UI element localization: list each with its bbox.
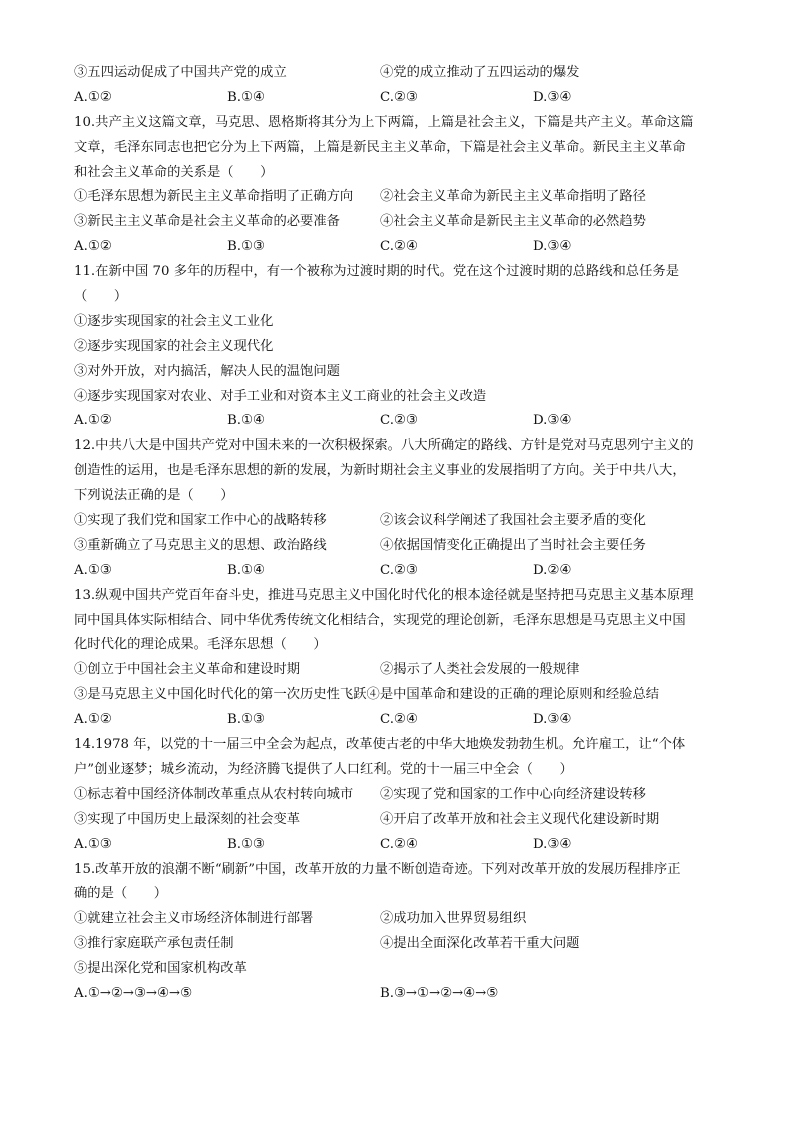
option-c: C.②③ bbox=[380, 562, 418, 578]
option-c: C.②④ bbox=[380, 836, 418, 852]
question-stem-line: 11.在新中国 70 多年的历程中，有一个被称为过渡时期的时代。党在这个过渡时期的总路线和总任务是 bbox=[74, 264, 679, 280]
option-b: B.①④ bbox=[227, 89, 265, 105]
statement-row bbox=[74, 61, 724, 86]
statement-4: ④依据国情变化正确提出了当时社会主要任务 bbox=[380, 537, 646, 553]
option-c: C.②④ bbox=[380, 712, 418, 728]
statement-2: ②该会议科学阐述了我国社会主要矛盾的变化 bbox=[380, 513, 646, 529]
statement-3: ③新民主主义革命是社会主义革命的必要准备 bbox=[74, 214, 340, 230]
answer-options bbox=[74, 559, 724, 584]
option-a: A.①③ bbox=[74, 836, 112, 852]
question-stem-line: 户”创业逐梦；城乡流动，为经济腾飞提供了人口红利。党的十一届三中全会（ ） bbox=[74, 761, 573, 777]
option-d: D.③④ bbox=[533, 413, 572, 429]
option-c: C.②③ bbox=[380, 89, 418, 105]
option-a: A.①② bbox=[74, 413, 112, 429]
answer-options bbox=[74, 409, 724, 434]
statement-3: ③五四运动促成了中国共产党的成立 bbox=[74, 65, 287, 80]
question-stem-line: 同中国具体实际相结合、同中华优秀传统文化相结合，实现党的理论创新，毛泽东思想是马克思主义中国 bbox=[74, 612, 686, 628]
statement-1: ①逐步实现国家的社会主义工业化 bbox=[74, 313, 274, 329]
option-a: A.①→②→③→④→⑤ bbox=[74, 985, 192, 1001]
statement-3: ③推行家庭联产承包责任制 bbox=[74, 936, 234, 952]
question-stem-line: 和社会主义革命的关系是（ ） bbox=[74, 164, 274, 180]
statement-4: ④开启了改革开放和社会主义现代化建设新时期 bbox=[380, 811, 660, 827]
option-a: A.①② bbox=[74, 239, 112, 255]
answer-options bbox=[74, 235, 724, 260]
question-12 bbox=[74, 434, 724, 583]
statement-row bbox=[74, 808, 724, 833]
statement-2: ②成功加入世界贸易组织 bbox=[380, 911, 527, 927]
option-b: B.①④ bbox=[227, 413, 265, 429]
question-stem-line: 创造性的运用，也是毛泽东思想的新的发展，为新时期社会主义事业的发展指明了方向。关于中共八大， bbox=[74, 463, 686, 479]
answer-options bbox=[74, 833, 724, 858]
question-15 bbox=[74, 858, 724, 1007]
option-a: A.①② bbox=[74, 712, 112, 728]
question-stem-line: 13.纵观中国共产党百年奋斗史，推进马克思主义中国化时代化的根本途径就是坚持把马克思主义基本原理 bbox=[74, 587, 694, 603]
statement-1: ①就建立社会主义市场经济体制进行部署 bbox=[74, 911, 314, 927]
statement-1: ①标志着中国经济体制改革重点从农村转向城市 bbox=[74, 786, 354, 802]
statement-5: ⑤提出深化党和国家机构改革 bbox=[74, 961, 247, 977]
question-stem-line: （ ） bbox=[74, 289, 128, 305]
statement-2: ②逐步实现国家的社会主义现代化 bbox=[74, 338, 274, 354]
statement-4: ④提出全面深化改革若干重大问题 bbox=[380, 936, 580, 952]
statement-row bbox=[74, 783, 724, 808]
statement-4: ④逐步实现国家对农业、对手工业和对资本主义工商业的社会主义改造 bbox=[74, 388, 487, 404]
option-d: D.③④ bbox=[533, 89, 572, 105]
statement-row bbox=[74, 210, 724, 235]
option-d: D.③④ bbox=[533, 239, 572, 255]
option-d: D.③④ bbox=[533, 712, 572, 728]
statement-row bbox=[74, 658, 724, 683]
option-b: B.①③ bbox=[227, 712, 265, 728]
question-9 bbox=[74, 61, 724, 111]
option-d: D.③④ bbox=[533, 836, 572, 852]
option-b: B.③→①→②→④→⑤ bbox=[380, 985, 499, 1001]
statement-2: ②社会主义革命为新民主主义革命指明了路径 bbox=[380, 189, 646, 205]
statement-3: ③实现了中国历史上最深刻的社会变革 bbox=[74, 811, 301, 827]
statement-3: ③对外开放，对内搞活，解决人民的温饱问题 bbox=[74, 363, 340, 379]
question-stem-line: 10.共产主义这篇文章，马克思、恩格斯将其分为上下两篇，上篇是社会主义，下篇是共产主义。革命这篇 bbox=[74, 114, 694, 130]
option-b: B.①③ bbox=[227, 836, 265, 852]
statement-4: ④社会主义革命是新民主主义革命的必然趋势 bbox=[380, 214, 646, 230]
question-stem-line: 确的是（ ） bbox=[74, 886, 168, 902]
question-stem-line: 12.中共八大是中国共产党对中国未来的一次积极探索。八大所确定的路线、方针是党对马克思列宁主义的 bbox=[74, 438, 694, 454]
statement-1: ①创立于中国社会主义革命和建设时期 bbox=[74, 662, 301, 678]
answer-options bbox=[74, 708, 724, 733]
statement-2: ②揭示了人类社会发展的一般规律 bbox=[380, 662, 580, 678]
answer-options bbox=[74, 982, 724, 1007]
statement-4: ④党的成立推动了五四运动的爆发 bbox=[380, 65, 580, 80]
question-11 bbox=[74, 260, 724, 434]
option-a: A.①② bbox=[74, 89, 112, 105]
option-c: C.②③ bbox=[380, 413, 418, 429]
statement-1: ①毛泽东思想为新民主主义革命指明了正确方向 bbox=[74, 189, 354, 205]
question-14 bbox=[74, 733, 724, 857]
statement-row bbox=[74, 907, 724, 932]
option-b: B.①④ bbox=[227, 562, 265, 578]
statement-3-4: ③是马克思主义中国化时代化的第一次历史性飞跃④是中国革命和建设的正确的理论原则和经验总结 bbox=[74, 687, 660, 703]
option-b: B.①③ bbox=[227, 239, 265, 255]
question-10 bbox=[74, 111, 724, 260]
question-stem-line: 文章，毛泽东同志也把它分为上下两篇，上篇是新民主主义革命，下篇是社会主义革命。新民主主义革命 bbox=[74, 139, 686, 155]
statement-1: ①实现了我们党和国家工作中心的战略转移 bbox=[74, 513, 327, 529]
statement-row bbox=[74, 509, 724, 534]
option-c: C.②④ bbox=[380, 239, 418, 255]
statement-2: ②实现了党和国家的工作中心向经济建设转移 bbox=[380, 786, 646, 802]
question-stem-line: 下列说法正确的是（ ） bbox=[74, 488, 234, 504]
statement-row bbox=[74, 534, 724, 559]
question-content bbox=[74, 61, 724, 1007]
statement-row bbox=[74, 185, 724, 210]
statement-3: ③重新确立了马克思主义的思想、政治路线 bbox=[74, 537, 327, 553]
question-stem-line: 15.改革开放的浪潮不断“刷新”中国，改革开放的力量不断创造奇迹。下列对改革开放的发展历程排序正 bbox=[74, 861, 681, 877]
question-stem-line: 化时代化的理论成果。毛泽东思想（ ） bbox=[74, 637, 327, 653]
question-stem-line: 14.1978 年，以党的十一届三中全会为起点，改革使古老的中华大地焕发勃勃生机。允许雇工，让“个体 bbox=[74, 737, 686, 753]
answer-options bbox=[74, 86, 724, 111]
option-a: A.①③ bbox=[74, 562, 112, 578]
question-13 bbox=[74, 584, 724, 733]
option-d: D.②④ bbox=[533, 562, 572, 578]
statement-row bbox=[74, 932, 724, 957]
